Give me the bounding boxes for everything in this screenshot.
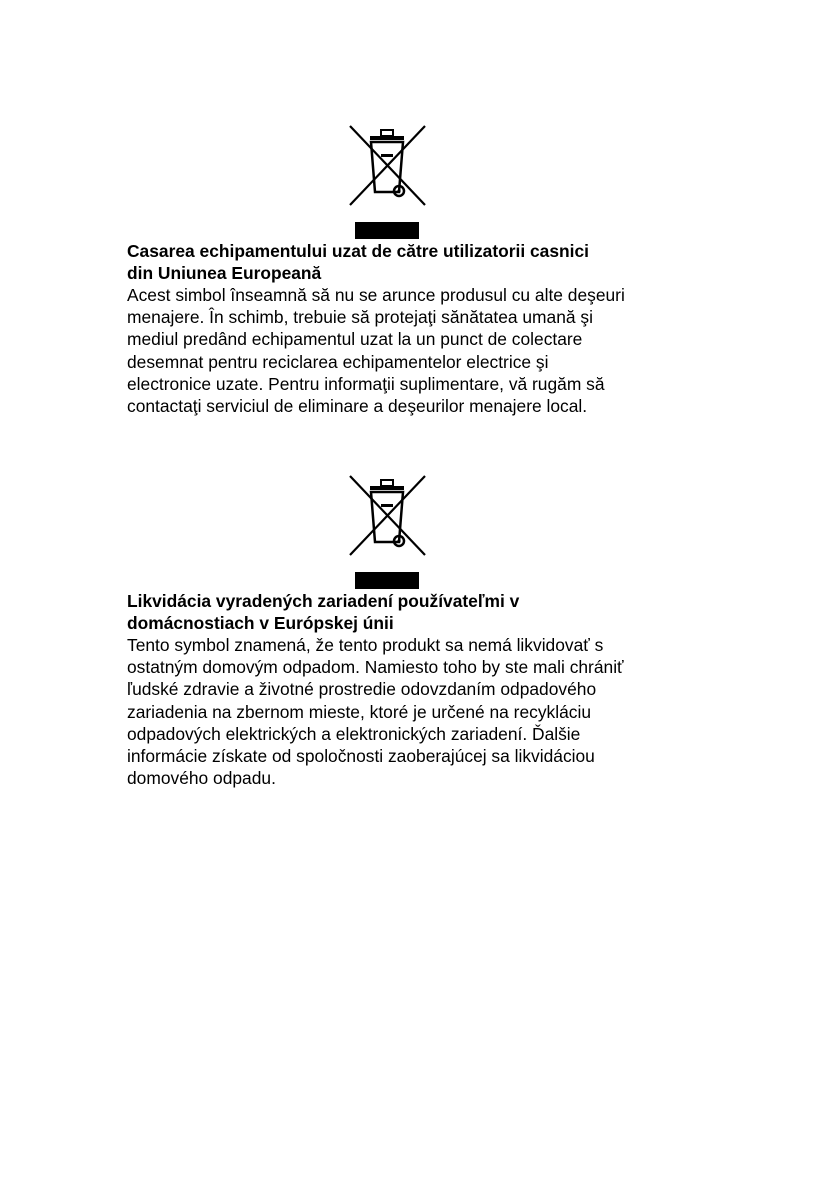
title-line: Casarea echipamentului uzat de către utilizatorii casnici [127, 241, 589, 261]
body-line: zariadenia na zbernom mieste, ktoré je určené na recykláciu [127, 701, 591, 722]
body-line: desemnat pentru reciclarea echipamentelor electrice şi [127, 351, 549, 372]
body-line: ostatným domovým odpadom. Namiesto toho by ste mali chrániť [127, 657, 624, 678]
notice-title [127, 590, 667, 634]
body-line: domového odpadu. [127, 768, 276, 789]
notice-title [127, 240, 667, 284]
weee-crossed-bin-icon [345, 472, 429, 590]
body-line: electronice uzate. Pentru informaţii suplimentare, vă rugăm să [127, 373, 605, 394]
body-line: informácie získate od spoločnosti zaoberajúcej sa likvidáciou [127, 746, 595, 767]
body-line: ľudské zdravie a životné prostredie odovzdaním odpadového [127, 679, 597, 700]
body-line: contactaţi serviciul de eliminare a deşeurilor menajere local. [127, 396, 588, 417]
body-line: odpadových elektrických a elektronických zariadení. Ďalšie [127, 723, 581, 744]
notice-body [127, 284, 667, 417]
notice-sk [127, 590, 667, 789]
notice-ro [127, 240, 667, 417]
title-line: domácnostiach v Európskej únii [127, 613, 394, 633]
title-line: din Uniunea Europeană [127, 263, 322, 283]
body-line: Acest simbol înseamnă să nu se arunce produsul cu alte deşeuri [127, 285, 625, 305]
weee-crossed-bin-icon [345, 122, 429, 240]
notice-body [127, 634, 667, 789]
title-line: Likvidácia vyradených zariadení používateľmi v [127, 591, 520, 611]
body-line: mediul predând echipamentul uzat la un punct de colectare [127, 329, 583, 350]
body-line: Tento symbol znamená, že tento produkt sa nemá likvidovať s [127, 635, 604, 655]
body-line: menajere. În schimb, trebuie să protejaţi sănătatea umană şi [127, 307, 593, 328]
